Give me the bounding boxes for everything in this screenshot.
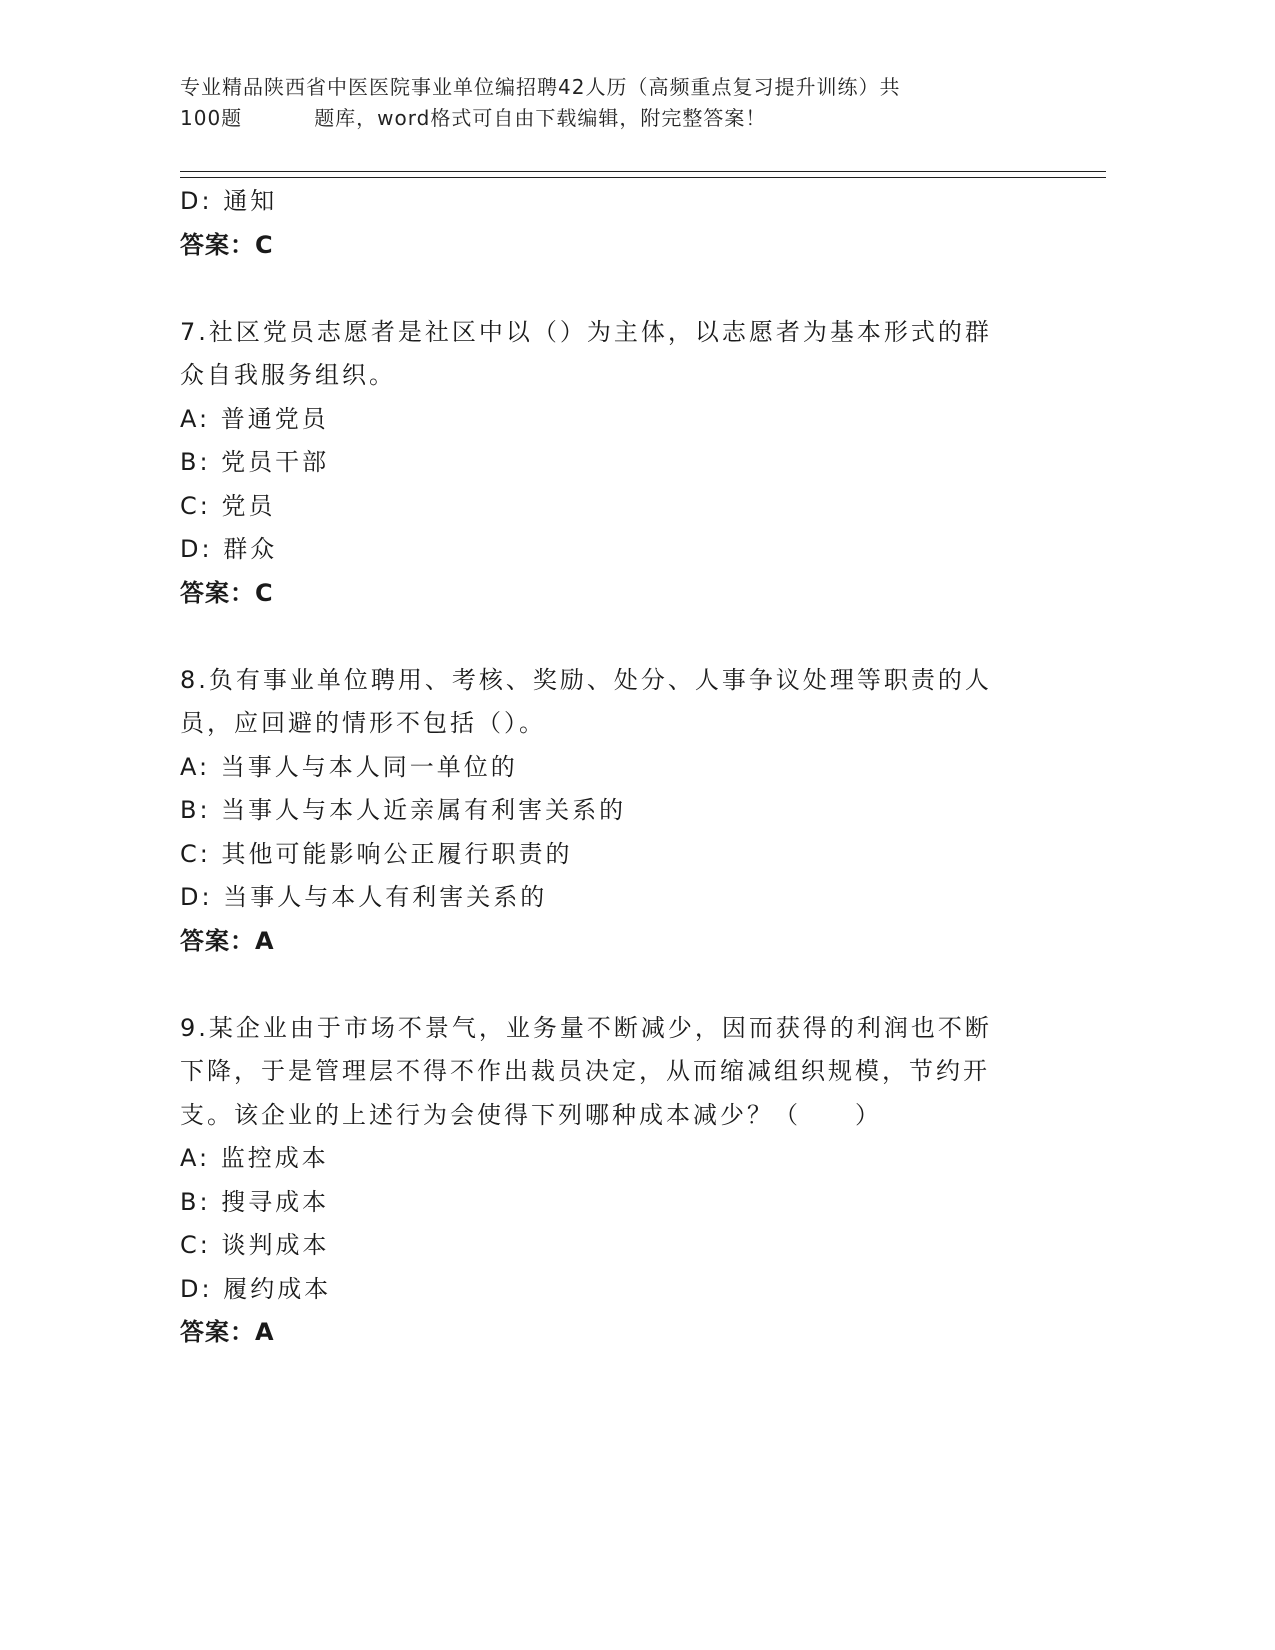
option-b: B: 搜寻成本 [180,1187,330,1216]
question-spacer [180,615,1060,659]
prev-question-option-d: D: 通知 [180,187,278,215]
question-9 [180,1007,1060,1355]
option-d: D: 群众 [180,535,278,563]
question-content [180,180,1060,1355]
header-divider-top [180,171,1106,172]
option-c: C: 党员 [180,491,276,520]
option-b: B: 党员干部 [180,448,330,476]
question-spacer [180,267,1060,311]
prev-question-answer: 答案：C [180,230,274,259]
question-text-line: 众自我服务组织。 [180,361,396,389]
question-spacer [180,963,1060,1007]
header-question-count: 100题 [180,106,243,130]
answer: 答案：A [180,926,275,955]
question-text-line: 支。该企业的上述行为会使得下列哪种成本减少？（ ） [180,1100,882,1129]
header-title-line-2 [180,103,1060,134]
option-d: D: 当事人与本人有利害关系的 [180,883,548,911]
option-c: C: 其他可能影响公正履行职责的 [180,839,573,868]
option-a: A: 当事人与本人同一单位的 [180,752,518,781]
answer: 答案：C [180,578,274,607]
option-a: A: 普通党员 [180,404,329,433]
answer: 答案：A [180,1318,275,1346]
option-b: B: 当事人与本人近亲属有利害关系的 [180,796,627,824]
header-description: 题库，word格式可自由下载编辑，附完整答案！ [314,106,767,130]
question-text-line: 9.某企业由于市场不景气，业务量不断减少，因而获得的利润也不断 [180,1013,992,1042]
option-d: D: 履约成本 [180,1274,332,1303]
question-8 [180,659,1060,964]
option-a: A: 监控成本 [180,1144,329,1172]
question-text-line: 员，应回避的情形不包括（）。 [180,709,546,737]
question-text-line: 7.社区党员志愿者是社区中以（）为主体，以志愿者为基本形式的群 [180,317,992,346]
question-text-line: 下降，于是管理层不得不作出裁员决定，从而缩减组织规模，节约开 [180,1057,990,1085]
question-text-line: 8.负有事业单位聘用、考核、奖励、处分、人事争议处理等职责的人 [180,665,992,694]
header-divider-bottom [180,177,1106,178]
option-c: C: 谈判成本 [180,1231,330,1259]
document-header [180,72,1060,134]
question-7 [180,311,1060,616]
header-title-line-1: 专业精品陕西省中医医院事业单位编招聘42人历（高频重点复习提升训练）共 [180,75,901,99]
